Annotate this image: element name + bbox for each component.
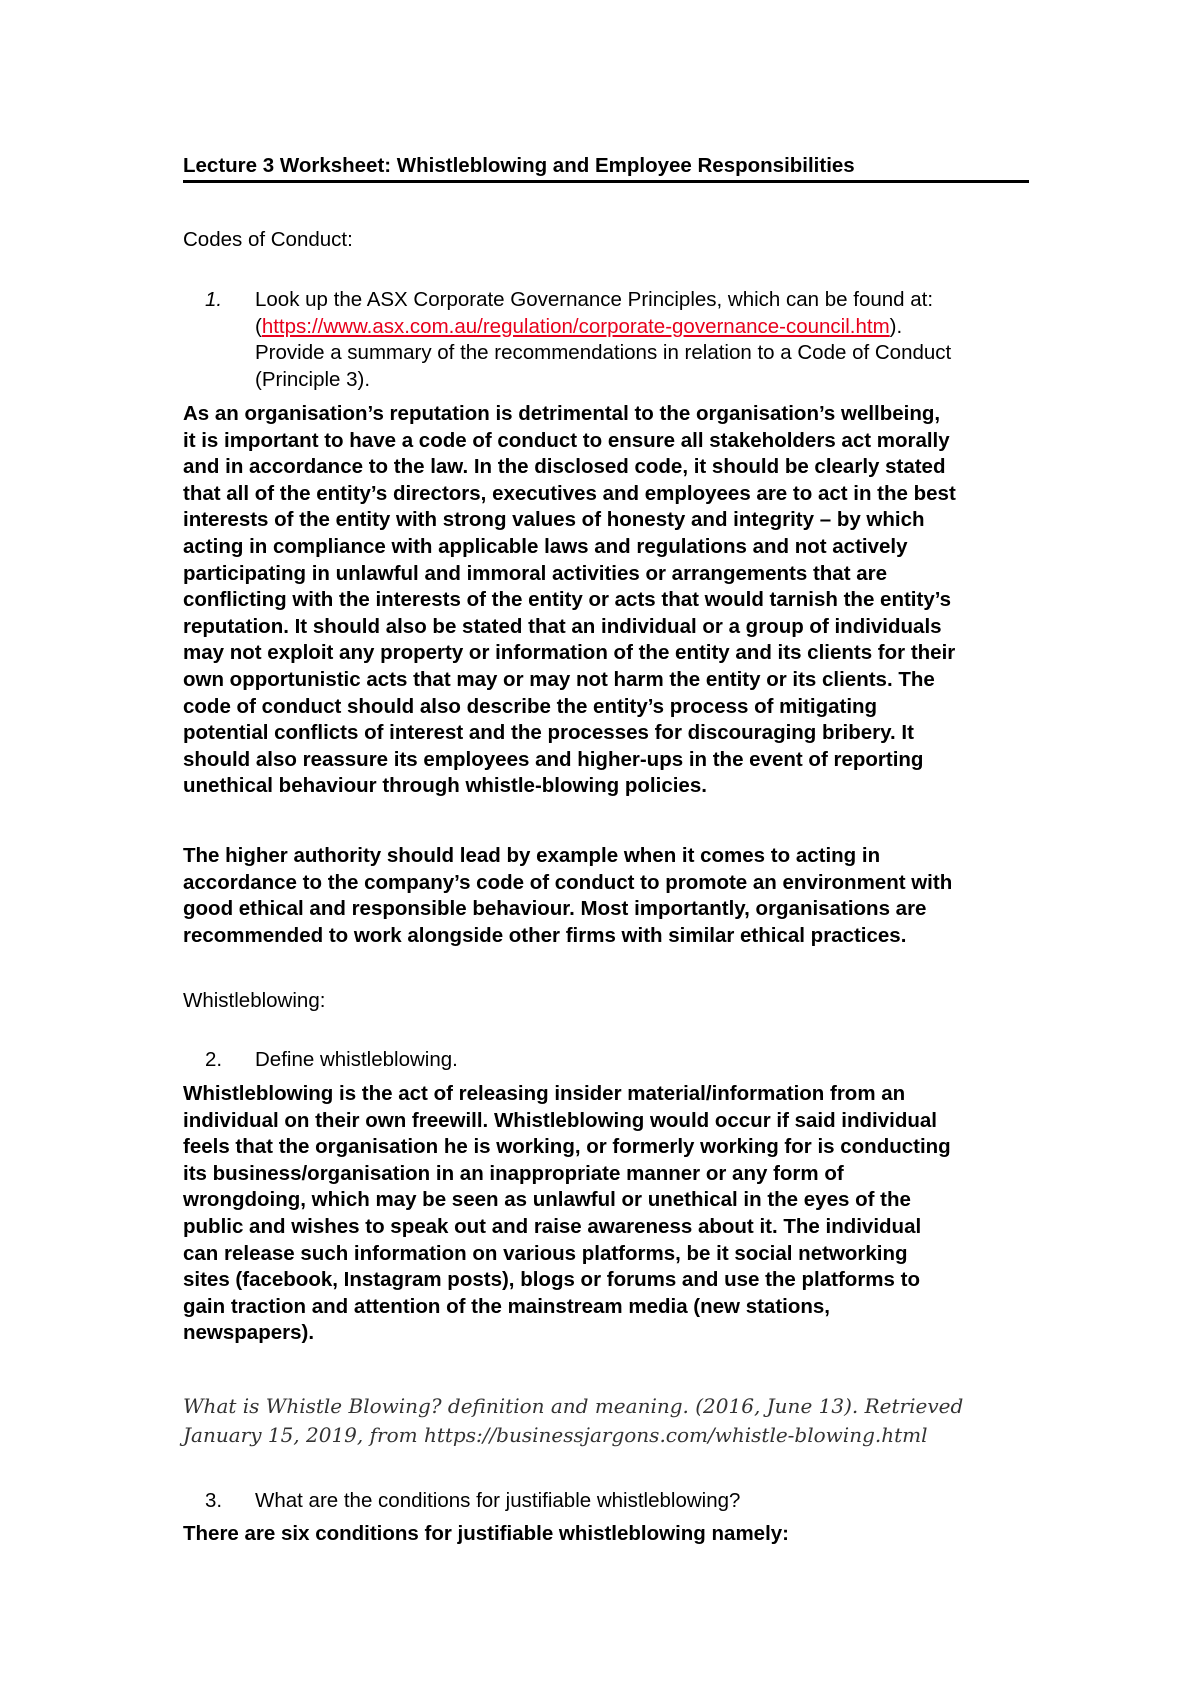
answer-1-line: that all of the entity’s directors, executives and employees are to act in the best (183, 481, 956, 505)
answer-3-paragraph (183, 1521, 789, 1548)
citation-line: January 15, 2019, from https://businessjargons.com/whistle-blowing.html (183, 1423, 928, 1447)
section-heading-whistleblowing: Whistleblowing: (183, 989, 326, 1012)
answer-2-line: feels that the organisation he is working, or formerly working for is conducting (183, 1135, 951, 1159)
answer-2-line: individual on their own freewill. Whistleblowing would occur if said individual (183, 1108, 937, 1132)
question-2 (205, 1047, 458, 1074)
title-underline-rule (183, 180, 1029, 183)
answer-1-line: code of conduct should also describe the entity’s process of mitigating (183, 694, 878, 718)
answer-1-line: own opportunistic acts that may or may not harm the entity or its clients. The (183, 667, 935, 691)
question-1-line-3: Provide a summary of the recommendations in relation to a Code of Conduct (255, 341, 952, 364)
question-1-line-1: Look up the ASX Corporate Governance Principles, which can be found at: (255, 288, 934, 311)
answer-2-paragraph (183, 1081, 951, 1347)
answer-2-line: Whistleblowing is the act of releasing insider material/information from an (183, 1082, 906, 1105)
answer-2-line: sites (facebook, Instagram posts), blogs or forums and use the platforms to (183, 1268, 920, 1292)
answer-1-line: conflicting with the interests of the entity or acts that would tarnish the entity’s (183, 588, 952, 612)
answer-1-line: may not exploit any property or information of the entity and its clients for their (183, 641, 956, 665)
answer-1b-line: good ethical and responsible behaviour. Most importantly, organisations are (183, 897, 927, 921)
answer-1-line: interests of the entity with strong values of honesty and integrity – by which (183, 508, 925, 532)
answer-1-line: should also reassure its employees and higher-ups in the event of reporting (183, 747, 924, 771)
question-2-text: Define whistleblowing. (255, 1048, 458, 1071)
answer-1-line: it is important to have a code of conduct to ensure all stakeholders act morally (183, 428, 950, 452)
answer-1-line: reputation. It should also be stated that an individual or a group of individuals (183, 614, 942, 638)
citation-reference (183, 1392, 963, 1450)
answer-1b-line: recommended to work alongside other firms with similar ethical practices. (183, 923, 907, 947)
question-3-text: What are the conditions for justifiable whistleblowing? (255, 1489, 741, 1512)
citation-line: What is Whistle Blowing? definition and meaning. (2016, June 13). Retrieved (183, 1394, 964, 1418)
question-1-line-4: (Principle 3). (255, 367, 371, 391)
answer-1b-line: accordance to the company’s code of conduct to promote an environment with (183, 870, 953, 894)
question-3-number: 3. (205, 1489, 223, 1512)
answer-1-line: potential conflicts of interest and the processes for discouraging bribery. It (183, 721, 914, 745)
question-1 (205, 287, 951, 393)
answer-2-line: wrongdoing, which may be seen as unlawful or unethical in the eyes of the (183, 1188, 911, 1212)
question-3 (205, 1488, 740, 1515)
answer-2-line: newspapers). (183, 1321, 315, 1345)
answer-2-line: gain traction and attention of the mainstream media (new stations, (183, 1294, 830, 1318)
question-1-number: 1. (205, 288, 223, 311)
answer-1-line: and in accordance to the law. In the disclosed code, it should be clearly stated (183, 455, 946, 479)
question-1-line-2 (255, 314, 951, 341)
link-paren-open: ( (255, 314, 262, 338)
question-2-number: 2. (205, 1048, 223, 1071)
answer-2-line: its business/organisation in an inappropriate manner or any form of (183, 1161, 844, 1185)
answer-1-line: unethical behaviour through whistle-blowing policies. (183, 774, 707, 798)
answer-3-line: There are six conditions for justifiable whistleblowing namely: (183, 1522, 790, 1545)
answer-1-paragraph (183, 401, 956, 800)
answer-1b-line: The higher authority should lead by example when it comes to acting in (183, 844, 881, 867)
answer-1-line: participating in unlawful and immoral activities or arrangements that are (183, 561, 887, 585)
answer-2-line: public and wishes to speak out and raise awareness about it. The individual (183, 1214, 922, 1238)
page-title: Lecture 3 Worksheet: Whistleblowing and Employee Responsibilities (183, 154, 855, 177)
link-paren-close: ). (889, 314, 903, 338)
answer-1-line: acting in compliance with applicable laws and regulations and not actively (183, 534, 908, 558)
answer-1b-paragraph (183, 843, 952, 949)
section-heading-codes-of-conduct: Codes of Conduct: (183, 228, 353, 251)
asx-governance-link[interactable]: https://www.asx.com.au/regulation/corporate-governance-council.htm (261, 314, 890, 338)
answer-1-line: As an organisation’s reputation is detrimental to the organisation’s wellbeing, (183, 402, 941, 425)
answer-2-line: can release such information on various platforms, be it social networking (183, 1241, 908, 1265)
